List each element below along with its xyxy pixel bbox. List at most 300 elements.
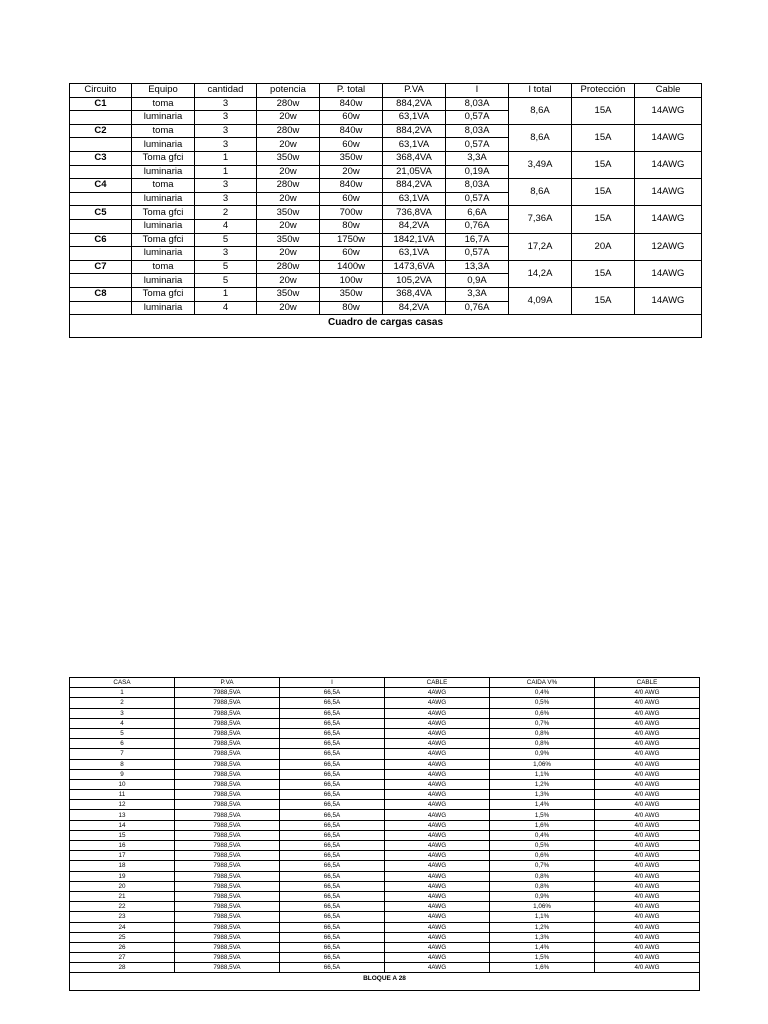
house-table-cell: 4AWG (385, 759, 490, 769)
house-table-cell: 7988,5VA (175, 953, 280, 963)
house-table-cell: 66,5A (280, 871, 385, 881)
house-table-cell: 66,5A (280, 942, 385, 952)
house-table-cell: 66,5A (280, 718, 385, 728)
house-table-cell: 4AWG (385, 942, 490, 952)
house-table-cell: 1,2% (490, 922, 595, 932)
load-table-cell: 0,9A (446, 274, 509, 288)
house-table-cell: 4AWG (385, 851, 490, 861)
house-table-row (70, 708, 700, 718)
house-table-cell: 66,5A (280, 739, 385, 749)
house-table-cell: 4AWG (385, 891, 490, 901)
house-table-cell: 4AWG (385, 881, 490, 891)
house-table-cell: 4 (70, 718, 175, 728)
load-table-cell: 21,05VA (383, 165, 446, 179)
house-table-row (70, 932, 700, 942)
circuit-id-blank (70, 219, 132, 233)
house-table-cell: 3 (70, 708, 175, 718)
house-table-cell: 7988,5VA (175, 820, 280, 830)
house-table-cell: 16 (70, 841, 175, 851)
house-table-cell: 7988,5VA (175, 810, 280, 820)
load-table-cell: toma (132, 124, 195, 138)
load-table-cell: 20w (257, 301, 320, 315)
house-table-cell: 4/0 AWG (595, 841, 700, 851)
house-table-header-cell: CAIDA V% (490, 678, 595, 688)
load-table-cell: Toma gfci (132, 206, 195, 220)
circuit-id-blank (70, 247, 132, 261)
load-table-row (70, 233, 702, 247)
load-table-cell: 350w (257, 206, 320, 220)
load-table-row (70, 124, 702, 138)
house-table-cell: 12 (70, 800, 175, 810)
house-table-cell: 28 (70, 963, 175, 973)
house-table-row (70, 800, 700, 810)
house-table-cell: 4/0 AWG (595, 688, 700, 698)
house-table-cell: 21 (70, 891, 175, 901)
house-table-body (70, 678, 700, 991)
circuit-cable: 14AWG (635, 206, 702, 233)
house-table-row (70, 891, 700, 901)
circuit-itotal: 4,09A (509, 287, 572, 314)
house-table-row (70, 861, 700, 871)
circuit-id-blank (70, 192, 132, 206)
house-table-cell: 7988,5VA (175, 902, 280, 912)
house-table-cell: 27 (70, 953, 175, 963)
house-table-cell: 1,06% (490, 902, 595, 912)
house-table-row (70, 769, 700, 779)
load-table-cell: luminaria (132, 219, 195, 233)
load-table-row (70, 287, 702, 301)
house-table-cell: 4AWG (385, 769, 490, 779)
load-table-cell: 3,3A (446, 151, 509, 165)
house-table-cell: 7988,5VA (175, 790, 280, 800)
house-table-cell: 7988,5VA (175, 891, 280, 901)
house-table-cell: 4/0 AWG (595, 902, 700, 912)
house-table-header-cell: CASA (70, 678, 175, 688)
house-table-cell: 7988,5VA (175, 688, 280, 698)
house-table-cell: 66,5A (280, 830, 385, 840)
house-table-cell: 1,2% (490, 779, 595, 789)
circuit-itotal: 8,6A (509, 97, 572, 124)
house-table-cell: 4AWG (385, 790, 490, 800)
load-table-cell: toma (132, 260, 195, 274)
load-table-cell: 884,2VA (383, 97, 446, 111)
load-table-cell: toma (132, 97, 195, 111)
house-table-cell: 4/0 AWG (595, 912, 700, 922)
load-table-cell: toma (132, 179, 195, 193)
load-table-cell: 840w (320, 124, 383, 138)
house-table-cell: 0,7% (490, 718, 595, 728)
house-table-cell: 66,5A (280, 851, 385, 861)
load-table-cell: 80w (320, 301, 383, 315)
house-table-cell: 0,5% (490, 698, 595, 708)
load-table-cell: 1842,1VA (383, 233, 446, 247)
load-table-cell: 63,1VA (383, 192, 446, 206)
load-table-cell: 1473,6VA (383, 260, 446, 274)
load-table-header-cell: Equipo (132, 84, 195, 98)
load-table-cell: 20w (257, 247, 320, 261)
house-table-cell: 4AWG (385, 718, 490, 728)
house-table-cell: 66,5A (280, 749, 385, 759)
house-table-cell: 4AWG (385, 688, 490, 698)
load-table-cell: 3 (195, 138, 257, 152)
load-table-cell: 60w (320, 138, 383, 152)
load-table-cell: 700w (320, 206, 383, 220)
load-table-cell: 60w (320, 111, 383, 125)
load-table-cell: 8,03A (446, 124, 509, 138)
load-table-cell: luminaria (132, 192, 195, 206)
house-table-row (70, 881, 700, 891)
house-table-cell: 66,5A (280, 922, 385, 932)
load-table-cell: 280w (257, 124, 320, 138)
circuit-id: C8 (70, 287, 132, 301)
house-table-caption-row (70, 973, 700, 991)
circuit-cable: 14AWG (635, 179, 702, 206)
load-table-header-cell: Protección (572, 84, 635, 98)
load-table-cell: luminaria (132, 165, 195, 179)
circuit-cable: 14AWG (635, 287, 702, 314)
load-table-cell: 350w (257, 287, 320, 301)
load-table-cell: Toma gfci (132, 151, 195, 165)
load-table-cell: 63,1VA (383, 138, 446, 152)
house-table-cell: 1,3% (490, 790, 595, 800)
house-table-cell: 9 (70, 769, 175, 779)
circuit-cable: 14AWG (635, 97, 702, 124)
load-table-header-cell: I total (509, 84, 572, 98)
load-table-cell: 0,57A (446, 192, 509, 206)
house-table-cell: 25 (70, 932, 175, 942)
circuit-prot: 15A (572, 206, 635, 233)
house-table-cell: 4/0 AWG (595, 779, 700, 789)
house-table-header-cell: CABLE (595, 678, 700, 688)
load-table-cell: 350w (257, 233, 320, 247)
house-table-cell: 7988,5VA (175, 718, 280, 728)
house-table-cell: 7988,5VA (175, 830, 280, 840)
house-table-cell: 1,1% (490, 912, 595, 922)
house-table-cell: 4/0 AWG (595, 790, 700, 800)
house-table-cell: 4AWG (385, 800, 490, 810)
house-table-row (70, 953, 700, 963)
house-table-cell: 4/0 AWG (595, 830, 700, 840)
house-table-cell: 7988,5VA (175, 922, 280, 932)
house-table-cell: 17 (70, 851, 175, 861)
house-table-row (70, 902, 700, 912)
house-table-cell: 7988,5VA (175, 728, 280, 738)
circuit-id-blank (70, 138, 132, 152)
house-table-cell: 5 (70, 728, 175, 738)
load-table-cell: 3,3A (446, 287, 509, 301)
house-table-header-row (70, 678, 700, 688)
house-table-cell: 66,5A (280, 902, 385, 912)
house-table-cell: 1 (70, 688, 175, 698)
load-table-cell: luminaria (132, 301, 195, 315)
load-table-cell: 1750w (320, 233, 383, 247)
house-table-cell: 4AWG (385, 698, 490, 708)
house-table-cell: 4/0 AWG (595, 718, 700, 728)
house-table-cell: 66,5A (280, 861, 385, 871)
house-table-cell: 14 (70, 820, 175, 830)
house-table-cell: 0,7% (490, 861, 595, 871)
load-table-cell: 63,1VA (383, 247, 446, 261)
load-table-cell: 5 (195, 233, 257, 247)
load-table-cell: 1 (195, 165, 257, 179)
house-table-row (70, 739, 700, 749)
house-table-cell: 7988,5VA (175, 871, 280, 881)
house-table-cell: 4/0 AWG (595, 881, 700, 891)
load-table-cell: 0,57A (446, 111, 509, 125)
load-table-header-cell: potencia (257, 84, 320, 98)
load-table-cell: 6,6A (446, 206, 509, 220)
house-table-cell: 7988,5VA (175, 881, 280, 891)
house-table-cell: 18 (70, 861, 175, 871)
house-table-cell: 7988,5VA (175, 851, 280, 861)
house-table-cell: 66,5A (280, 912, 385, 922)
house-table-cell: 4/0 AWG (595, 810, 700, 820)
house-table-cell: 4AWG (385, 779, 490, 789)
house-table-header-cell: CABLE (385, 678, 490, 688)
house-table-cell: 4/0 AWG (595, 851, 700, 861)
house-table-cell: 4/0 AWG (595, 953, 700, 963)
load-table-cell: 3 (195, 111, 257, 125)
house-table-cell: 7988,5VA (175, 749, 280, 759)
house-table-cell: 1,5% (490, 953, 595, 963)
house-table-cell: 4AWG (385, 922, 490, 932)
house-table-cell: 4/0 AWG (595, 739, 700, 749)
house-table-cell: 11 (70, 790, 175, 800)
house-table-cell: 20 (70, 881, 175, 891)
house-table-cell: 1,6% (490, 963, 595, 973)
house-table-cell: 1,5% (490, 810, 595, 820)
load-table-header-cell: cantidad (195, 84, 257, 98)
circuit-itotal: 8,6A (509, 179, 572, 206)
house-table-cell: 66,5A (280, 932, 385, 942)
load-table-cell: 13,3A (446, 260, 509, 274)
circuit-id: C7 (70, 260, 132, 274)
house-table-cell: 66,5A (280, 759, 385, 769)
load-table-cell: 20w (257, 192, 320, 206)
circuit-prot: 20A (572, 233, 635, 260)
house-table-cell: 7988,5VA (175, 912, 280, 922)
load-table-cell: 1 (195, 151, 257, 165)
circuit-itotal: 7,36A (509, 206, 572, 233)
house-table-cell: 4AWG (385, 871, 490, 881)
load-table-cell: 63,1VA (383, 111, 446, 125)
load-table-cell: luminaria (132, 111, 195, 125)
circuit-id-blank (70, 301, 132, 315)
house-table-cell: 7988,5VA (175, 779, 280, 789)
load-table-row (70, 151, 702, 165)
house-table-cell: 66,5A (280, 728, 385, 738)
house-table-cell: 4AWG (385, 932, 490, 942)
load-table-cell: 368,4VA (383, 287, 446, 301)
house-table-cell: 66,5A (280, 800, 385, 810)
house-table-cell: 0,8% (490, 739, 595, 749)
circuit-prot: 15A (572, 287, 635, 314)
house-table-cell: 4/0 AWG (595, 871, 700, 881)
house-table-header-cell: I (280, 678, 385, 688)
load-table-cell: 3 (195, 247, 257, 261)
house-table-cell: 4AWG (385, 841, 490, 851)
house-table-cell: 4/0 AWG (595, 708, 700, 718)
circuit-itotal: 14,2A (509, 260, 572, 287)
house-table-cell: 6 (70, 739, 175, 749)
house-table-cell: 4AWG (385, 902, 490, 912)
house-table-cell: 4AWG (385, 739, 490, 749)
load-table-cell: 5 (195, 260, 257, 274)
house-table-cell: 66,5A (280, 953, 385, 963)
load-table-cell: luminaria (132, 247, 195, 261)
house-table-cell: 66,5A (280, 779, 385, 789)
circuit-id: C4 (70, 179, 132, 193)
house-table-row (70, 963, 700, 973)
house-table-cell: 66,5A (280, 963, 385, 973)
load-table-cell: 20w (257, 165, 320, 179)
house-table-cell: 8 (70, 759, 175, 769)
load-table-header-cell: P. total (320, 84, 383, 98)
load-table-cell: 840w (320, 179, 383, 193)
load-table-cell: 368,4VA (383, 151, 446, 165)
house-table-cell: 1,4% (490, 800, 595, 810)
house-table-cell: 4AWG (385, 820, 490, 830)
house-table-cell: 7988,5VA (175, 800, 280, 810)
load-table-header-cell: P.VA (383, 84, 446, 98)
house-table-row (70, 922, 700, 932)
house-table-cell: 66,5A (280, 841, 385, 851)
house-table-cell: 2 (70, 698, 175, 708)
load-table-cell: luminaria (132, 274, 195, 288)
load-table-cell: 0,76A (446, 301, 509, 315)
circuit-id-blank (70, 274, 132, 288)
house-table-cell: 7988,5VA (175, 942, 280, 952)
load-table-cell: 736,8VA (383, 206, 446, 220)
house-table-cell: 4AWG (385, 912, 490, 922)
house-table-cell: 0,4% (490, 688, 595, 698)
house-table-cell: 24 (70, 922, 175, 932)
house-table-cell: 4/0 AWG (595, 891, 700, 901)
load-table-row (70, 206, 702, 220)
house-table-cell: 66,5A (280, 891, 385, 901)
load-table-cell: 20w (257, 274, 320, 288)
circuit-id: C3 (70, 151, 132, 165)
house-table-cell: 1,4% (490, 942, 595, 952)
load-table-cell: 280w (257, 97, 320, 111)
house-table-cell: 4/0 AWG (595, 800, 700, 810)
load-table-cell: 3 (195, 124, 257, 138)
house-table-cell: 0,6% (490, 708, 595, 718)
house-table-cell: 19 (70, 871, 175, 881)
house-table-cell: 0,9% (490, 749, 595, 759)
house-table-cell: 4AWG (385, 830, 490, 840)
load-table-cell: 20w (257, 111, 320, 125)
load-table-cell: Toma gfci (132, 287, 195, 301)
house-table-cell: 4/0 AWG (595, 922, 700, 932)
circuit-id-blank (70, 111, 132, 125)
circuit-cable: 14AWG (635, 151, 702, 178)
load-table-cell: 280w (257, 260, 320, 274)
house-table-cell: 4/0 AWG (595, 759, 700, 769)
circuit-cable: 14AWG (635, 260, 702, 287)
load-table-cell: 0,76A (446, 219, 509, 233)
house-table-cell: 1,6% (490, 820, 595, 830)
house-table-cell: 4/0 AWG (595, 820, 700, 830)
house-table (69, 677, 700, 991)
load-table-cell: 0,57A (446, 247, 509, 261)
house-table-row (70, 942, 700, 952)
load-table-cell: 20w (257, 138, 320, 152)
house-table-cell: 0,4% (490, 830, 595, 840)
house-table-row (70, 810, 700, 820)
house-table-row (70, 688, 700, 698)
circuit-id: C2 (70, 124, 132, 138)
load-table-cell: 20w (257, 219, 320, 233)
load-table-cell: 8,03A (446, 97, 509, 111)
house-table-cell: 15 (70, 830, 175, 840)
load-table-cell: 4 (195, 301, 257, 315)
circuit-itotal: 3,49A (509, 151, 572, 178)
load-table-cell: 84,2VA (383, 219, 446, 233)
circuit-prot: 15A (572, 260, 635, 287)
load-table-cell: 0,57A (446, 138, 509, 152)
load-table-cell: 3 (195, 97, 257, 111)
load-table-cell: 4 (195, 219, 257, 233)
circuit-cable: 14AWG (635, 124, 702, 151)
load-table-cell: 60w (320, 247, 383, 261)
house-table-cell: 7988,5VA (175, 861, 280, 871)
house-table-cell: 7988,5VA (175, 739, 280, 749)
house-table-header-cell: P.VA (175, 678, 280, 688)
circuit-itotal: 17,2A (509, 233, 572, 260)
load-table-cell: 84,2VA (383, 301, 446, 315)
load-table-row (70, 179, 702, 193)
house-table-row (70, 728, 700, 738)
house-table-cell: 0,8% (490, 881, 595, 891)
house-table-cell: 4/0 AWG (595, 932, 700, 942)
house-table-cell: 7988,5VA (175, 698, 280, 708)
house-table-cell: 4/0 AWG (595, 861, 700, 871)
house-table-cell: 66,5A (280, 698, 385, 708)
house-table-cell: 4/0 AWG (595, 963, 700, 973)
load-table-body (70, 84, 702, 338)
house-table-cell: 4/0 AWG (595, 942, 700, 952)
house-table-cell: 4AWG (385, 810, 490, 820)
circuit-prot: 15A (572, 97, 635, 124)
load-table-cell: 100w (320, 274, 383, 288)
house-table-cell: 7 (70, 749, 175, 759)
load-table-cell: 105,2VA (383, 274, 446, 288)
load-table-cell: 60w (320, 192, 383, 206)
load-table-cell: 0,19A (446, 165, 509, 179)
house-table-row (70, 820, 700, 830)
house-table-cell: 23 (70, 912, 175, 922)
house-table-cell: 66,5A (280, 881, 385, 891)
house-table-row (70, 912, 700, 922)
load-table-cell: 350w (320, 151, 383, 165)
house-table-cell: 66,5A (280, 820, 385, 830)
load-table-cell: 3 (195, 179, 257, 193)
circuit-id: C6 (70, 233, 132, 247)
house-table-row (70, 698, 700, 708)
house-table-row (70, 830, 700, 840)
house-table-cell: 0,5% (490, 841, 595, 851)
load-table-caption-row (70, 315, 702, 338)
load-table-cell: 840w (320, 97, 383, 111)
house-table-cell: 13 (70, 810, 175, 820)
house-table-cell: 7988,5VA (175, 963, 280, 973)
load-table-cell: 20w (320, 165, 383, 179)
house-table-cell: 66,5A (280, 708, 385, 718)
circuit-prot: 15A (572, 179, 635, 206)
circuit-id-blank (70, 165, 132, 179)
load-table-cell: 1400w (320, 260, 383, 274)
